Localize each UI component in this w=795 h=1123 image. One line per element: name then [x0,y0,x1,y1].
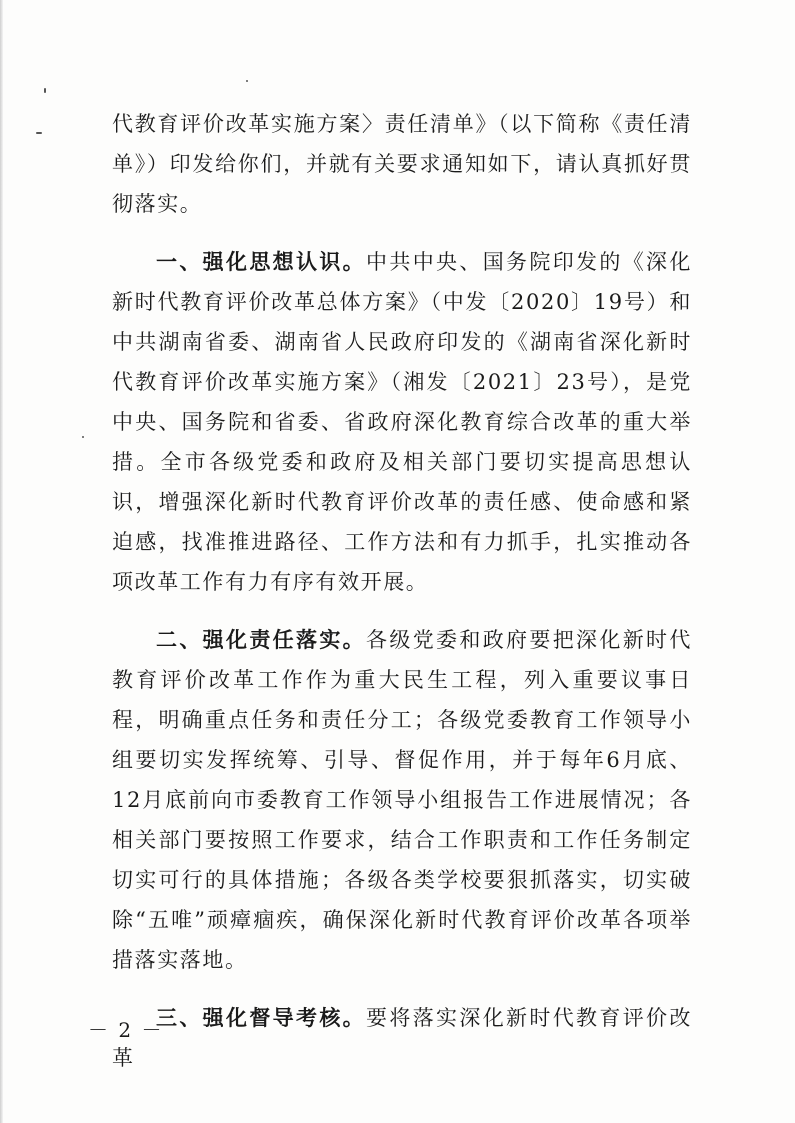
section-2-heading: 二、强化责任落实。 [156,628,367,652]
scan-left-edge [0,0,3,1123]
scan-speck [36,132,42,134]
section-2-body: 各级党委和政府要把深化新时代教育评价改革工作作为重大民生工程，列入重要议事日程，明确重点任务和责任分工；各级党委教育工作领导小组要切实发挥统筹、引导、督促作用，并于每年6月底、12月底前向市委教育工作领导小组报告工作进展情况；各相关部门要按照工作要求，结合工作职责和工作任务制定切实可行的具体措施；各级各类学校要狠抓落实，切实破除“五唯”顽瘴痼疾，确保深化新时代教育评价改革各项举措落实落地。 [112,628,692,972]
paragraph-intro [112,104,692,224]
scan-speck [44,88,46,93]
section-1-body: 中共中央、国务院印发的《深化新时代教育评价改革总体方案》（中发〔2020〕19号）和中共湖南省委、湖南省人民政府印发的《湖南省深化新时代教育评价改革实施方案》（湘发〔2021〕23号），是党中央、国务院和省委、省政府深化教育综合改革的重大举措。全市各级党委和政府及相关部门要切实提高思想认识，增强深化新时代教育评价改革的责任感、使命感和紧迫感，找准推进路径、工作方法和有力抓手，扎实推动各项改革工作有力有序有效开展。 [112,250,692,594]
section-3-heading: 三、强化督导考核。 [156,1006,367,1030]
page-number: － 2 － [88,1018,164,1042]
paragraph-section-2 [112,620,692,980]
scan-speck [82,436,84,438]
paragraph-intro-body: 代教育评价改革实施方案〉责任清单》（以下简称《责任清单》）印发给你们，并就有关要求通知如下，请认真抓好贯彻落实。 [112,112,692,216]
section-1-heading: 一、强化思想认识。 [156,250,367,274]
document-body [112,104,692,1078]
section-3-body: 要将落实深化新时代教育评价改革 [112,1006,692,1070]
paragraph-section-3 [112,998,692,1078]
paragraph-section-1 [112,242,692,602]
scan-speck [246,80,248,82]
